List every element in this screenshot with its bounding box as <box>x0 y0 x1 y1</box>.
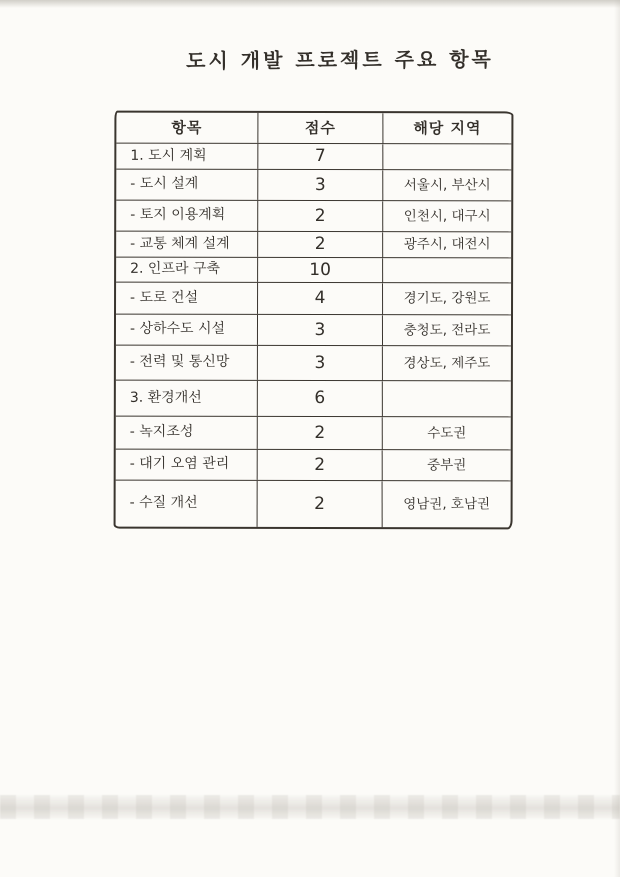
table-header-row <box>116 113 511 144</box>
table-row <box>116 345 511 381</box>
region-cell: 영남권, 호남권 <box>382 481 511 527</box>
region-cell <box>382 144 511 169</box>
table-row <box>116 380 511 417</box>
table-row <box>116 257 511 283</box>
region-cell: 경상도, 제주도 <box>382 346 511 380</box>
region-cell: 인천시, 대구시 <box>382 201 511 231</box>
table-row <box>116 231 511 258</box>
score-cell: 6 <box>257 381 382 416</box>
table-row <box>116 314 511 346</box>
document-title: 도시 개발 프로젝트 주요 항목 <box>186 47 494 73</box>
table-row <box>116 200 511 232</box>
item-cell: 3. 환경개선 <box>129 389 202 406</box>
score-cell: 4 <box>257 283 382 314</box>
item-cell: - 수질 개선 <box>129 495 198 512</box>
score-cell: 3 <box>257 170 382 200</box>
region-cell: 수도권 <box>382 417 511 449</box>
score-cell: 3 <box>257 346 382 380</box>
region-cell: 광주시, 대전시 <box>382 232 511 257</box>
score-cell: 2 <box>257 450 382 480</box>
item-cell: - 녹지조성 <box>129 424 194 441</box>
header-cell-region: 해당 지역 <box>382 113 511 143</box>
item-cell: 2. 인프라 구축 <box>130 260 221 278</box>
region-cell <box>382 258 511 282</box>
paper-edge-shadow-bottom <box>0 795 620 819</box>
score-cell: 10 <box>257 258 382 282</box>
region-cell <box>382 381 511 416</box>
table-row <box>116 143 511 170</box>
table-row <box>116 169 511 201</box>
header-cell-score: 점수 <box>257 113 382 143</box>
item-cell: - 교통 체계 설계 <box>130 235 230 252</box>
header-cell-item: 항목 <box>171 118 203 137</box>
region-cell: 충청도, 전라도 <box>382 315 511 345</box>
score-cell: 7 <box>257 144 382 169</box>
item-cell: - 대기 오염 관리 <box>129 455 230 473</box>
item-cell: - 토지 이용계획 <box>130 206 226 224</box>
items-table <box>114 111 514 530</box>
table-row <box>116 480 511 528</box>
table-row <box>116 449 511 481</box>
paper-edge-shadow-top <box>0 0 620 8</box>
region-cell: 서울시, 부산시 <box>382 170 511 200</box>
score-cell: 2 <box>257 417 382 449</box>
item-cell: - 도시 설계 <box>130 176 199 193</box>
table-row <box>116 416 511 450</box>
item-cell: 1. 도시 계획 <box>130 147 207 164</box>
region-cell: 중부권 <box>382 450 511 480</box>
region-cell: 경기도, 강원도 <box>382 283 511 314</box>
table-row <box>116 282 511 315</box>
score-cell: 3 <box>257 315 382 345</box>
score-cell: 2 <box>257 201 382 231</box>
item-cell: - 상하수도 시설 <box>129 320 226 338</box>
paper-edge-shadow-right <box>614 0 620 877</box>
score-cell: 2 <box>257 481 382 527</box>
item-cell: - 도로 건설 <box>130 289 199 306</box>
score-cell: 2 <box>257 232 382 257</box>
item-cell: - 전력 및 통신망 <box>129 353 230 371</box>
